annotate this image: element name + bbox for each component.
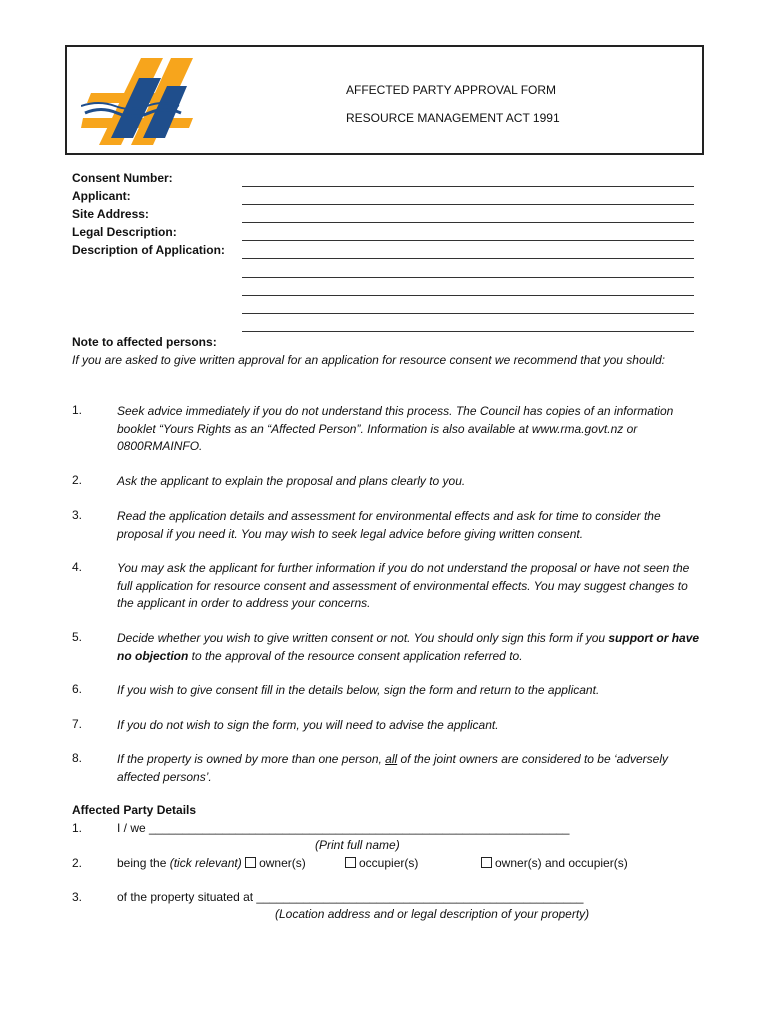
description-field-line-5[interactable] — [242, 331, 694, 332]
item-text-part: If the property is owned by more than one person, — [117, 752, 386, 766]
description-field-line-2[interactable] — [242, 277, 694, 278]
applicant-field[interactable] — [242, 204, 694, 205]
note-intro: If you are asked to give written approval for an application for resource consent we recommend that you should: — [72, 353, 665, 367]
item-text — [117, 751, 701, 786]
full-name-field[interactable]: I / we _______________________________________________________________ — [117, 821, 570, 835]
item-number: 8. — [72, 751, 83, 765]
owner-and-occupier-option[interactable] — [481, 856, 628, 870]
form-header — [65, 45, 704, 155]
item-text: If you wish to give consent fill in the details below, sign the form and return to the applicant. — [117, 683, 600, 697]
applicant-label: Applicant: — [72, 189, 131, 203]
item-text-part: to the approval of the resource consent application referred to. — [188, 648, 523, 663]
relation-row — [117, 856, 306, 870]
consent-number-label: Consent Number: — [72, 171, 173, 185]
description-field-line-3[interactable] — [242, 295, 694, 296]
item-text-underlined: all — [385, 752, 398, 766]
relation-prefix: being the — [117, 856, 170, 870]
description-field-line-1[interactable] — [242, 258, 694, 259]
row-number: 2. — [72, 856, 83, 870]
property-location-field[interactable]: of the property situated at _________________________________________________ — [117, 890, 584, 904]
row-number: 3. — [72, 890, 83, 904]
occupier-label: occupier(s) — [359, 856, 419, 870]
description-of-application-label: Description of Application: — [72, 243, 225, 257]
item-number: 3. — [72, 508, 83, 522]
item-text: If you do not wish to sign the form, you will need to advise the applicant. — [117, 718, 499, 732]
item-text-part: Decide whether you wish to give written consent or not. You should only sign this form if you — [117, 631, 609, 645]
item-number: 1. — [72, 403, 83, 417]
form-subtitle: RESOURCE MANAGEMENT ACT 1991 — [346, 111, 560, 125]
item-text: You may ask the applicant for further information if you do not understand the proposal or have not seen the full application for resource consent and assessment of environmental effects. You may suggest changes to the applicant in order to address your concerns. — [117, 561, 690, 610]
item-text-part: of the joint owners are considered to be ‘adversely affected persons’. — [117, 752, 668, 784]
item-number: 7. — [72, 717, 83, 731]
property-location-hint: (Location address and or legal description of your property) — [275, 907, 590, 921]
item-text: Seek advice immediately if you do not understand this process. The Council has copies of an information booklet “Yours Rights as an “Affected Person”. Information is also available at www.rma.govt.nz or 0800RMAINFO. — [117, 404, 674, 453]
item-text: Read the application details and assessment for environmental effects and ask for time to consider the proposal if you need it. You may wish to seek legal advice before giving written consent. — [117, 509, 661, 541]
legal-description-label: Legal Description: — [72, 225, 177, 239]
note-title: Note to affected persons: — [72, 335, 217, 349]
affected-party-title: Affected Party Details — [72, 803, 197, 817]
consent-number-field[interactable] — [242, 186, 694, 187]
item-number: 2. — [72, 473, 83, 487]
relation-hint: (tick relevant) — [169, 856, 242, 870]
item-number: 4. — [72, 560, 83, 574]
item-text: Ask the applicant to explain the proposal and plans clearly to you. — [117, 474, 466, 488]
item-number: 6. — [72, 682, 83, 696]
council-logo-icon — [81, 58, 193, 145]
occupier-checkbox[interactable] — [345, 857, 356, 868]
form-title: AFFECTED PARTY APPROVAL FORM — [346, 83, 557, 97]
row-number: 1. — [72, 821, 83, 835]
owner-and-occupier-checkbox[interactable] — [481, 857, 492, 868]
legal-description-field[interactable] — [242, 240, 694, 241]
owner-and-occupier-label: owner(s) and occupier(s) — [495, 856, 628, 870]
item-text-bold: support or have no objection — [117, 631, 700, 663]
owner-checkbox[interactable] — [245, 857, 256, 868]
site-address-field[interactable] — [242, 222, 694, 223]
owner-label: owner(s) — [259, 856, 306, 870]
item-number: 5. — [72, 630, 83, 644]
full-name-hint: (Print full name) — [315, 838, 400, 852]
occupier-option[interactable] — [345, 856, 418, 870]
item-text — [117, 630, 701, 665]
site-address-label: Site Address: — [72, 207, 149, 221]
description-field-line-4[interactable] — [242, 313, 694, 314]
